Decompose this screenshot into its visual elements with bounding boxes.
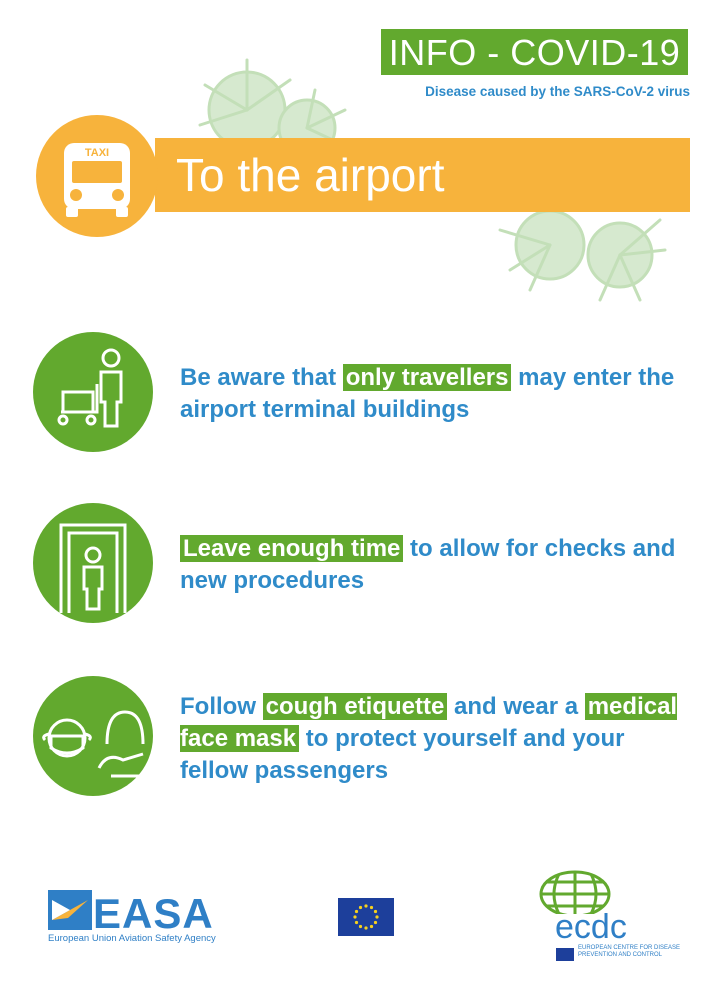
item-text [180, 691, 680, 787]
taxi-circle [36, 115, 158, 237]
item-icon-circle [33, 676, 153, 796]
item-text [180, 533, 680, 597]
info-covid-badge: INFO - COVID-19 [379, 27, 690, 77]
item-text-part: Follow [180, 693, 263, 720]
easa-logo-icon [48, 890, 92, 930]
item-highlight: cough etiquette [263, 693, 448, 720]
item-highlight: medical face mask [180, 693, 678, 752]
virus-decoration-icon [480, 200, 680, 310]
easa-full-name: European Union Aviation Safety Agency [48, 933, 216, 944]
item-icon-circle [33, 332, 153, 452]
item-text-part: to allow for checks and new procedures [180, 535, 676, 594]
item-highlight: Leave enough time [180, 535, 403, 562]
item-text-part: Be aware that [180, 364, 343, 391]
easa-name: EASA [93, 890, 214, 937]
ecdc-name: ecdc [555, 908, 627, 946]
eu-flag-icon [338, 898, 394, 936]
item-text-part: may enter the airport terminal buildings [180, 364, 675, 423]
ecdc-full-name: EUROPEAN CENTRE FOR DISEASE PREVENTION AND CONTROL [578, 945, 681, 958]
header-subtitle: Disease caused by the SARS-CoV-2 virus [425, 84, 690, 99]
item-icon-circle [33, 503, 153, 623]
item-highlight: only travellers [343, 364, 512, 391]
taxi-label: TAXI [84, 147, 110, 159]
security-scanner-icon [33, 503, 153, 623]
taxi-icon [36, 115, 158, 237]
traveller-with-luggage-icon [33, 332, 153, 452]
ecdc-globe-icon [535, 864, 615, 914]
item-text [180, 362, 680, 426]
page-title: To the airport [176, 149, 445, 201]
eu-flag-small-icon [556, 948, 574, 961]
item-text-part: to protect yourself and your fellow passengers [180, 725, 625, 784]
item-text-part: and wear a [447, 693, 585, 720]
mask-and-cough-icon [33, 676, 153, 796]
